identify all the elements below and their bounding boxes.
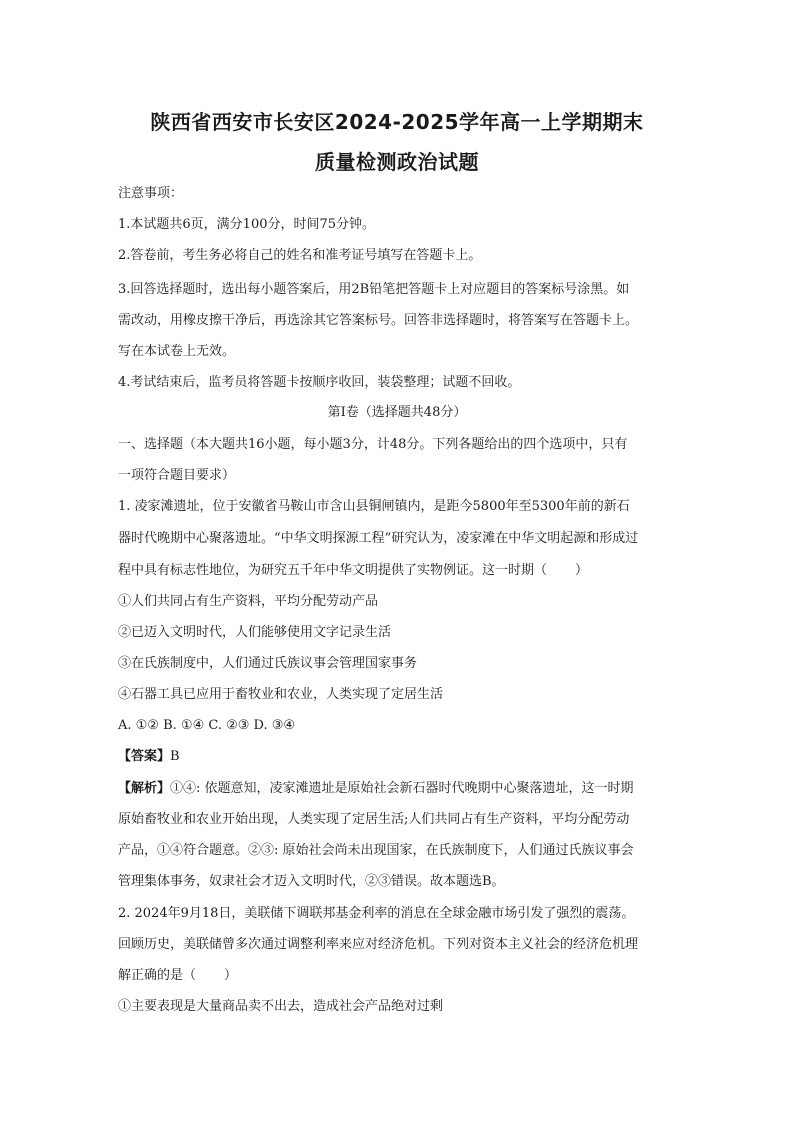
q1-analysis-line2: 原始畜牧业和农业开始出现，人类实现了定居生活;人们共同占有生产资料，平均分配劳动 (118, 812, 630, 827)
notes-heading: 注意事项： (118, 186, 184, 201)
part1-instructions-line2: 一项符合题目要求） (118, 468, 236, 483)
q2-stem-line3 (118, 968, 237, 984)
q1-analysis-line1 (118, 781, 634, 797)
notes-item-3-line2: 需改动，用橡皮擦干净后，再选涂其它答案标号。回答非选择题时，将答案写在答题卡上。 (118, 313, 639, 328)
q1-stem-close-paren: ） (575, 563, 589, 578)
q1-choices: A. ①② B. ①④ C. ②③ D. ③④ (118, 718, 296, 733)
q2-stem-close-paren: ） (224, 968, 238, 983)
q2-stem-line3-text: 解正确的是（ (118, 968, 197, 983)
q1-option-4: ④石器工具已应用于畜牧业和农业，人类实现了定居生活 (118, 687, 444, 702)
q1-stem-line3 (118, 563, 588, 579)
q1-answer-value: B (170, 749, 180, 764)
q1-option-1: ①人们共同占有生产资料，平均分配劳动产品 (118, 594, 379, 609)
q1-analysis-line3: 产品，①④符合题意。②③: 原始社会尚未出现国家，在氏族制度下，人们通过氏族议事会 (118, 843, 634, 858)
q1-stem-line1: 1. 凌家滩遗址，位于安徽省马鞍山市含山县铜闸镇内，是距今5800年至5300年前的新石 (118, 499, 630, 514)
q1-stem-line2: 器时代晚期中心聚落遗址。“中华文明探源工程”研究认为，凌家滩在中华文明起源和形成过 (118, 531, 639, 546)
notes-item-2: 2.答卷前，考生务必将自己的姓名和准考证号填写在答题卡上。 (118, 248, 482, 263)
q1-answer (118, 749, 180, 765)
page-title-line1: 陕西省西安市长安区2024-2025学年高一上学期期末 (150, 110, 644, 134)
volume-heading: 第Ⅰ卷（选择题共48分） (327, 405, 467, 420)
notes-item-3-line3: 写在本试卷上无效。 (118, 344, 236, 359)
q1-analysis-text1: ①④: 依题意知，凌家滩遗址是原始社会新石器时代晚期中心聚落遗址，这一时期 (170, 781, 634, 796)
part1-instructions-line1: 一、选择题（本大题共16小题，每小题3分，计48分。下列各题给出的四个选项中，只有 (118, 437, 628, 452)
q1-option-3: ③在氏族制度中，人们通过氏族议事会管理国家事务 (118, 656, 418, 671)
q1-stem-line3-text: 程中具有标志性地位，为研究五千年中华文明提供了实物例证。这一时期（ (118, 563, 548, 578)
notes-item-1: 1.本试题共6页，满分100分，时间75分钟。 (118, 217, 376, 232)
q2-stem-line2: 回顾历史，美联储曾多次通过调整利率来应对经济危机。下列对资本主义社会的经济危机理 (118, 937, 639, 952)
q2-stem-line1: 2. 2024年9月18日，美联储下调联邦基金利率的消息在全球金融市场引发了强烈的震荡。 (118, 906, 635, 921)
q1-analysis-line4: 管理集体事务，奴隶社会才迈入文明时代，②③错误。故本题选B。 (118, 874, 505, 889)
notes-item-4: 4.考试结束后，监考员将答题卡按顺序收回，装袋整理；试题不回收。 (118, 375, 521, 390)
q2-option-1: ①主要表现是大量商品卖不出去，造成社会产品绝对过剩 (118, 999, 444, 1014)
q1-option-2: ②已迈入文明时代，人们能够使用文字记录生活 (118, 625, 392, 640)
q1-analysis-label: 【解析】 (118, 781, 171, 796)
page-title-line2: 质量检测政治试题 (315, 150, 479, 174)
notes-item-3-line1: 3.回答选择题时，选出每小题答案后，用2B铅笔把答题卡上对应题目的答案标号涂黑。如 (118, 282, 630, 297)
q1-answer-label: 【答案】 (118, 749, 171, 764)
